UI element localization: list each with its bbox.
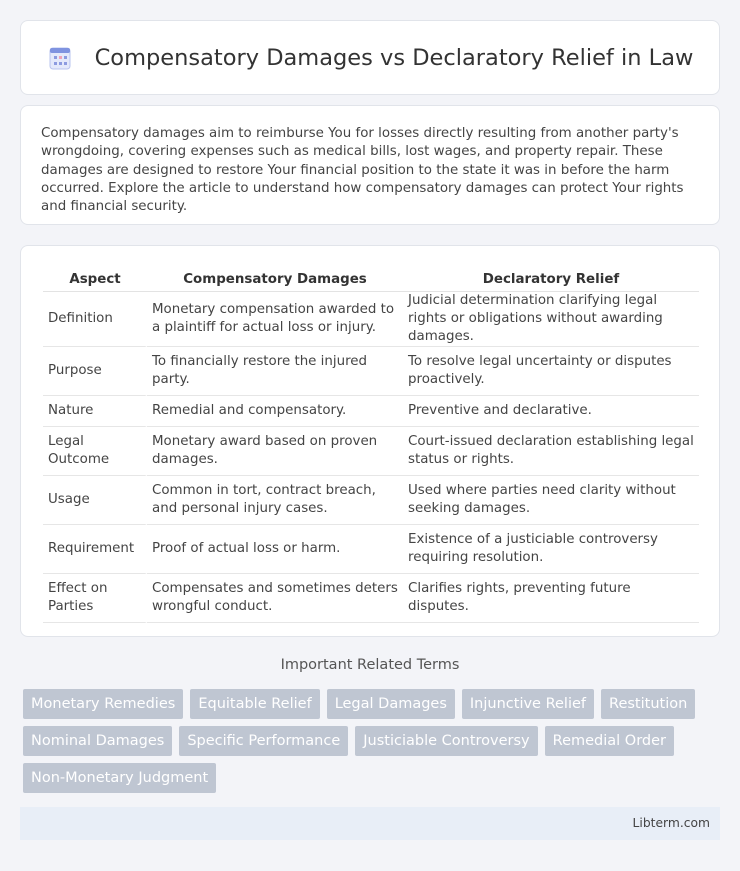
row-declaratory: Used where parties need clarity without seeking damages. bbox=[403, 476, 699, 525]
row-aspect: Definition bbox=[43, 292, 147, 347]
related-terms-tags bbox=[23, 689, 717, 793]
footer bbox=[20, 807, 720, 840]
intro-text: Compensatory damages aim to reimburse You for losses directly resulting from another party's wrongdoing, covering expenses such as medical bills, lost wages, and property repair. These damages are designed to restore Your financial position to the state it was in before the harm occurred. Explore the article to understand how compensatory damages can protect Your rights and financial security. bbox=[41, 126, 684, 215]
tag-equitable-relief[interactable]: Equitable Relief bbox=[190, 689, 319, 719]
row-compensatory: Remedial and compensatory. bbox=[147, 396, 403, 427]
related-terms-title: Important Related Terms bbox=[280, 657, 460, 673]
header-card bbox=[20, 20, 720, 95]
row-declaratory: Preventive and declarative. bbox=[403, 396, 699, 427]
table-row bbox=[43, 396, 699, 427]
row-aspect: Usage bbox=[43, 476, 147, 525]
row-aspect: Requirement bbox=[43, 525, 147, 574]
header-compensatory-damages: Compensatory Damages bbox=[147, 264, 403, 292]
intro-card bbox=[20, 105, 720, 225]
row-aspect: Purpose bbox=[43, 347, 147, 396]
tag-nominal-damages[interactable]: Nominal Damages bbox=[23, 726, 172, 756]
tag-remedial-order[interactable]: Remedial Order bbox=[545, 726, 674, 756]
table-row bbox=[43, 292, 699, 347]
tag-non-monetary-judgment[interactable]: Non-Monetary Judgment bbox=[23, 763, 216, 793]
row-declaratory: Clarifies rights, preventing future disputes. bbox=[403, 574, 699, 623]
row-declaratory: Existence of a justiciable controversy requiring resolution. bbox=[403, 525, 699, 574]
row-declaratory: To resolve legal uncertainty or disputes proactively. bbox=[403, 347, 699, 396]
row-aspect: Nature bbox=[43, 396, 147, 427]
tag-justiciable-controversy[interactable]: Justiciable Controversy bbox=[355, 726, 537, 756]
header-aspect: Aspect bbox=[43, 264, 147, 292]
row-aspect: Legal Outcome bbox=[43, 427, 147, 476]
tag-injunctive-relief[interactable]: Injunctive Relief bbox=[462, 689, 594, 719]
row-aspect: Effect on Parties bbox=[43, 574, 147, 623]
table-header-row bbox=[43, 264, 699, 292]
table-row bbox=[43, 476, 699, 525]
comparison-card bbox=[20, 245, 720, 637]
row-compensatory: Proof of actual loss or harm. bbox=[147, 525, 403, 574]
row-compensatory: Monetary award based on proven damages. bbox=[147, 427, 403, 476]
row-compensatory: Monetary compensation awarded to a plaintiff for actual loss or injury. bbox=[147, 292, 403, 347]
row-declaratory: Court-issued declaration establishing legal status or rights. bbox=[403, 427, 699, 476]
table-row bbox=[43, 574, 699, 623]
table-row bbox=[43, 525, 699, 574]
tag-legal-damages[interactable]: Legal Damages bbox=[327, 689, 455, 719]
row-compensatory: Compensates and sometimes deters wrongful conduct. bbox=[147, 574, 403, 623]
table-row bbox=[43, 427, 699, 476]
row-declaratory: Judicial determination clarifying legal rights or obligations without awarding damages. bbox=[403, 292, 699, 347]
comparison-table bbox=[43, 264, 699, 623]
header-declaratory-relief: Declaratory Relief bbox=[403, 264, 699, 292]
tag-monetary-remedies[interactable]: Monetary Remedies bbox=[23, 689, 183, 719]
footer-site-link[interactable]: Libterm.com bbox=[632, 816, 710, 830]
table-row bbox=[43, 347, 699, 396]
row-compensatory: Common in tort, contract breach, and personal injury cases. bbox=[147, 476, 403, 525]
tag-restitution[interactable]: Restitution bbox=[601, 689, 695, 719]
document-list-icon bbox=[47, 45, 73, 71]
row-compensatory: To financially restore the injured party. bbox=[147, 347, 403, 396]
page-title: Compensatory Damages vs Declaratory Relief in Law bbox=[94, 44, 694, 71]
tag-specific-performance[interactable]: Specific Performance bbox=[179, 726, 348, 756]
